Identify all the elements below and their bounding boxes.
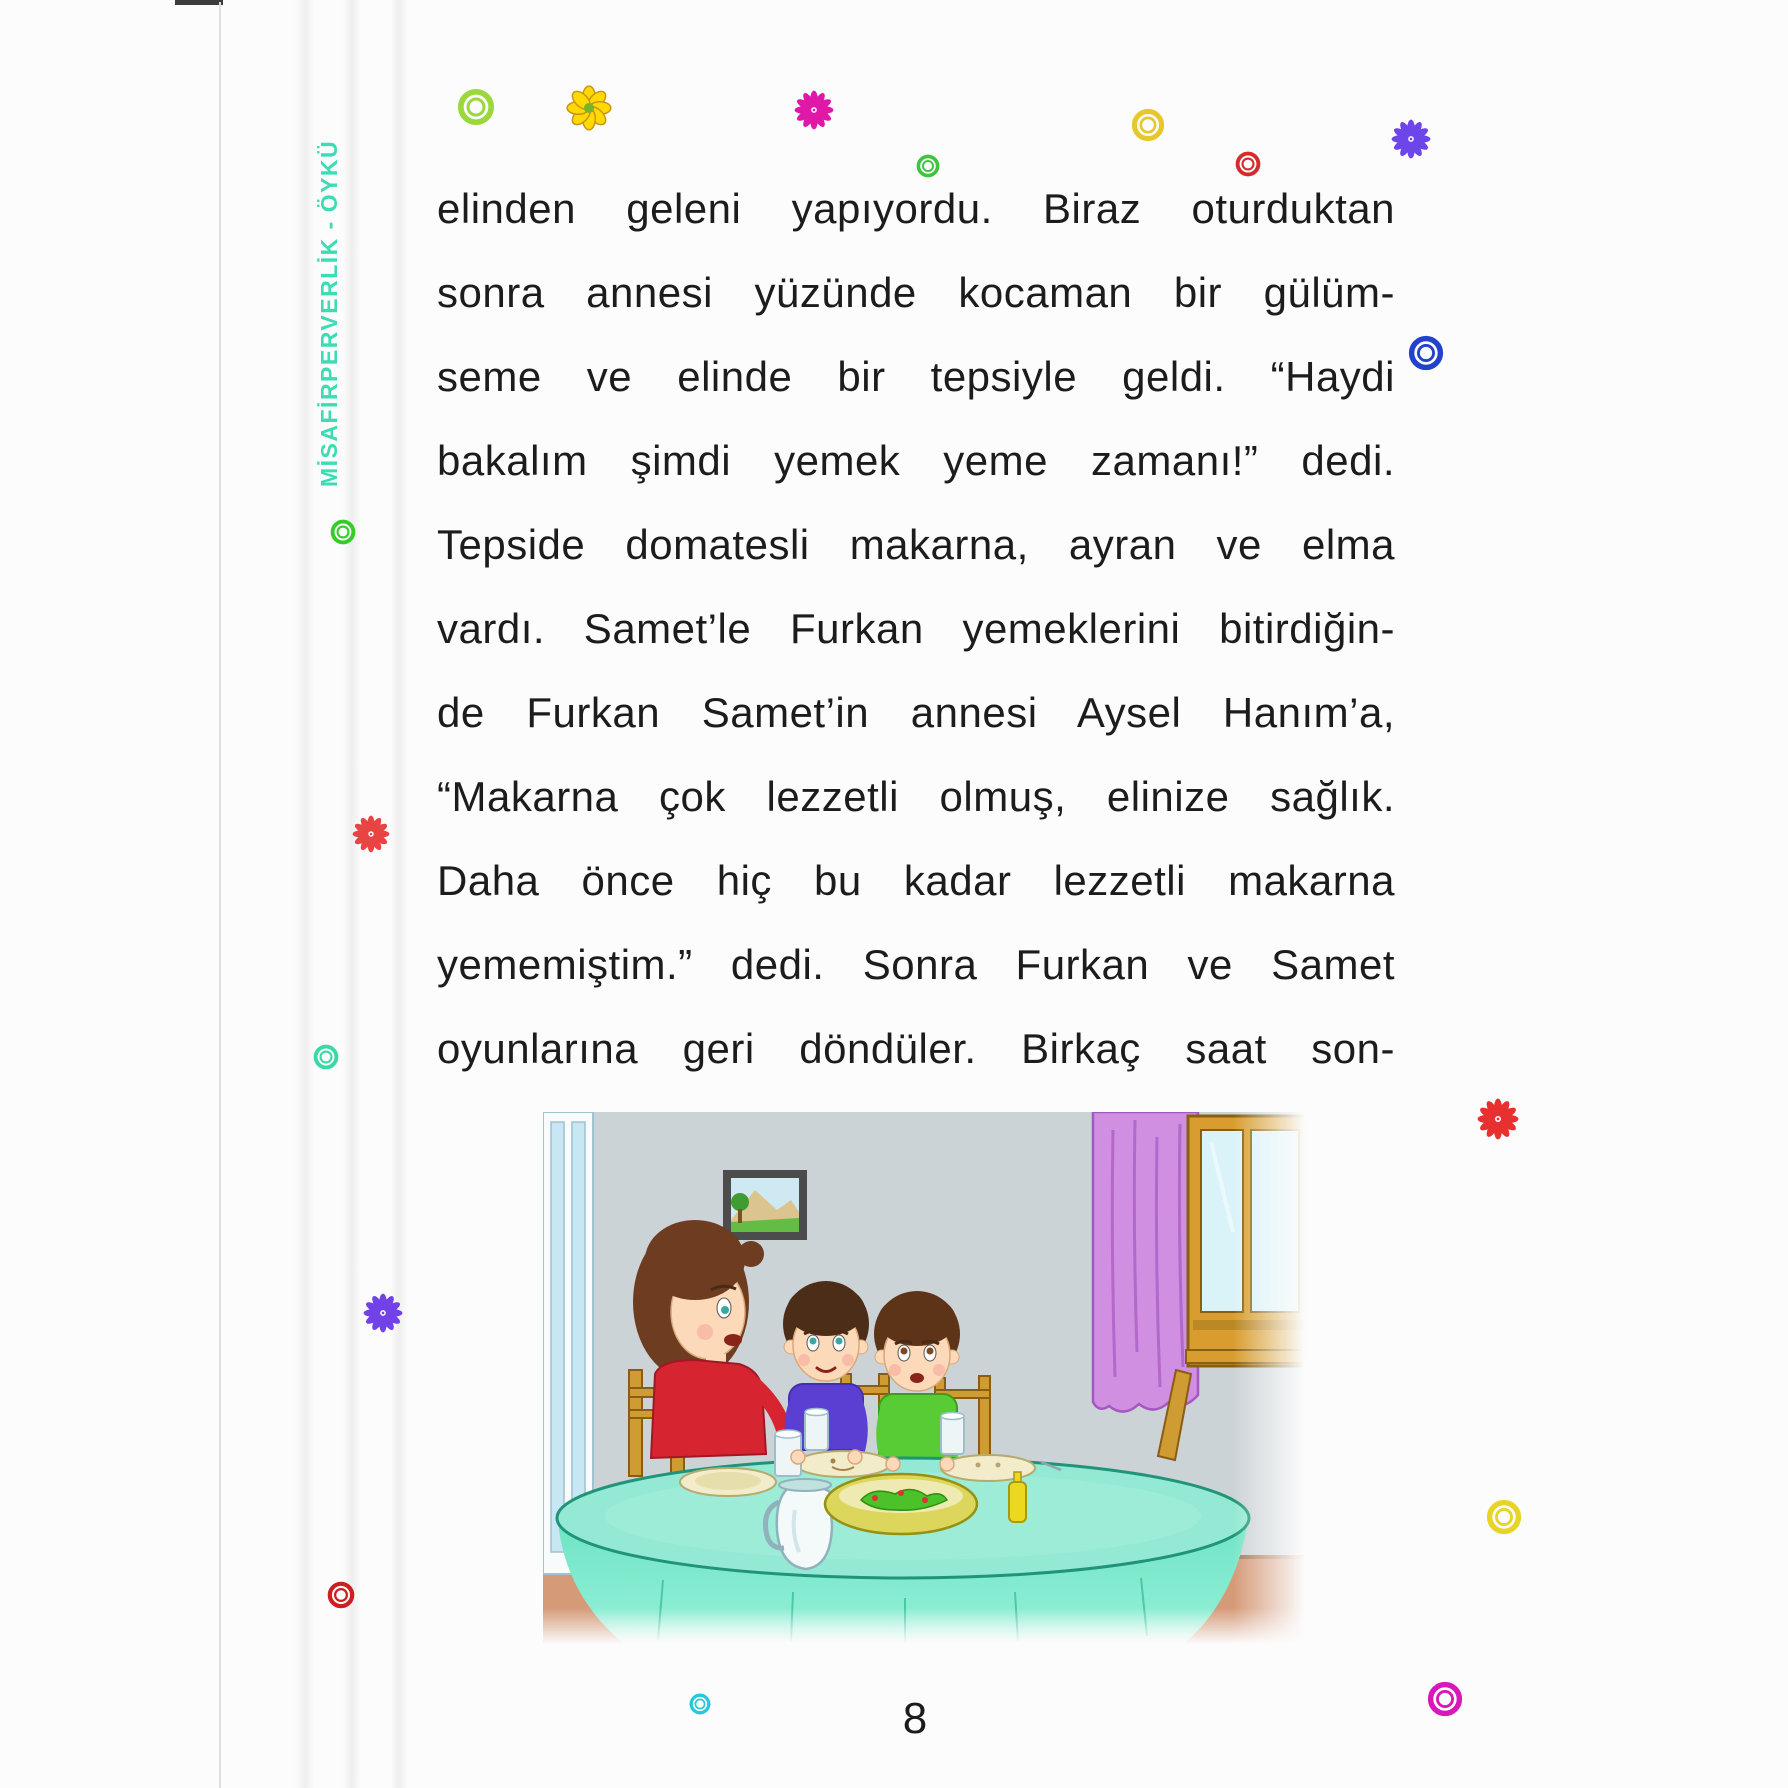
wall-picture: [723, 1170, 807, 1240]
curtain: [1093, 1112, 1198, 1412]
story-line: sonra annesi yüzünde kocaman bir gülüm-: [437, 269, 1395, 316]
salad-bowl: [825, 1474, 977, 1534]
story-line: “Makarna çok lezzetli olmuş, elinize sağlık.: [437, 773, 1395, 820]
story-line: de Furkan Samet’in annesi Aysel Hanım’a,: [437, 689, 1395, 736]
ring-blue-right: [1402, 329, 1450, 377]
hand: [940, 1457, 954, 1471]
illustration-right-fade: [1233, 1112, 1305, 1644]
flower-red-right: [1472, 1093, 1524, 1145]
ring-lightgreen-top: [451, 82, 501, 132]
chapter-sidebar-label: MİSAFİRPERVERLİK - ÖYKÜ: [316, 139, 342, 487]
daisy-yellow-top: [562, 81, 616, 135]
story-line: yememiştim.” dedi. Sonra Furkan ve Samet: [437, 941, 1395, 988]
page-number: 8: [902, 1694, 928, 1743]
story-line: Daha önce hiç bu kadar lezzetli makarna: [437, 857, 1395, 904]
page-spine-line: [219, 2, 221, 1788]
flower-magenta-top: [789, 85, 839, 135]
glass-boy-blue: [805, 1409, 828, 1451]
hand: [791, 1450, 805, 1464]
page-corner-mark: [175, 0, 223, 5]
flower-purple-topright: [1386, 114, 1436, 164]
spine-shading-band: [343, 0, 361, 1788]
story-line: oyunlarına geri döndüler. Birkaç saat son-: [437, 1025, 1395, 1072]
spine-shading-band: [295, 0, 315, 1788]
ring-cyan-bottom: [683, 1687, 717, 1721]
plate-boy-blue: [796, 1451, 890, 1477]
ring-magenta-bottomright: [1421, 1675, 1469, 1723]
story-line: seme ve elinde bir tepsiyle geldi. “Haydi: [437, 353, 1395, 400]
story-line: elinden geleni yapıyordu. Biraz oturduktan: [437, 185, 1395, 232]
story-illustration: [543, 1112, 1305, 1644]
illustration-bottom-fade: [543, 1608, 1305, 1644]
ring-yellow-right: [1480, 1493, 1528, 1541]
story-line: Tepside domatesli makarna, ayran ve elma: [437, 521, 1395, 568]
hand: [886, 1457, 900, 1471]
story-text: [437, 167, 1395, 1091]
glass-boy-green: [941, 1413, 964, 1455]
story-line: bakalım şimdi yemek yeme zamanı!” dedi.: [437, 437, 1395, 484]
story-line: vardı. Samet’le Furkan yemeklerini bitirdiğin-: [437, 605, 1395, 652]
spine-shading-band: [390, 0, 408, 1788]
ring-yellow-top: [1125, 102, 1171, 148]
hand: [848, 1450, 862, 1464]
